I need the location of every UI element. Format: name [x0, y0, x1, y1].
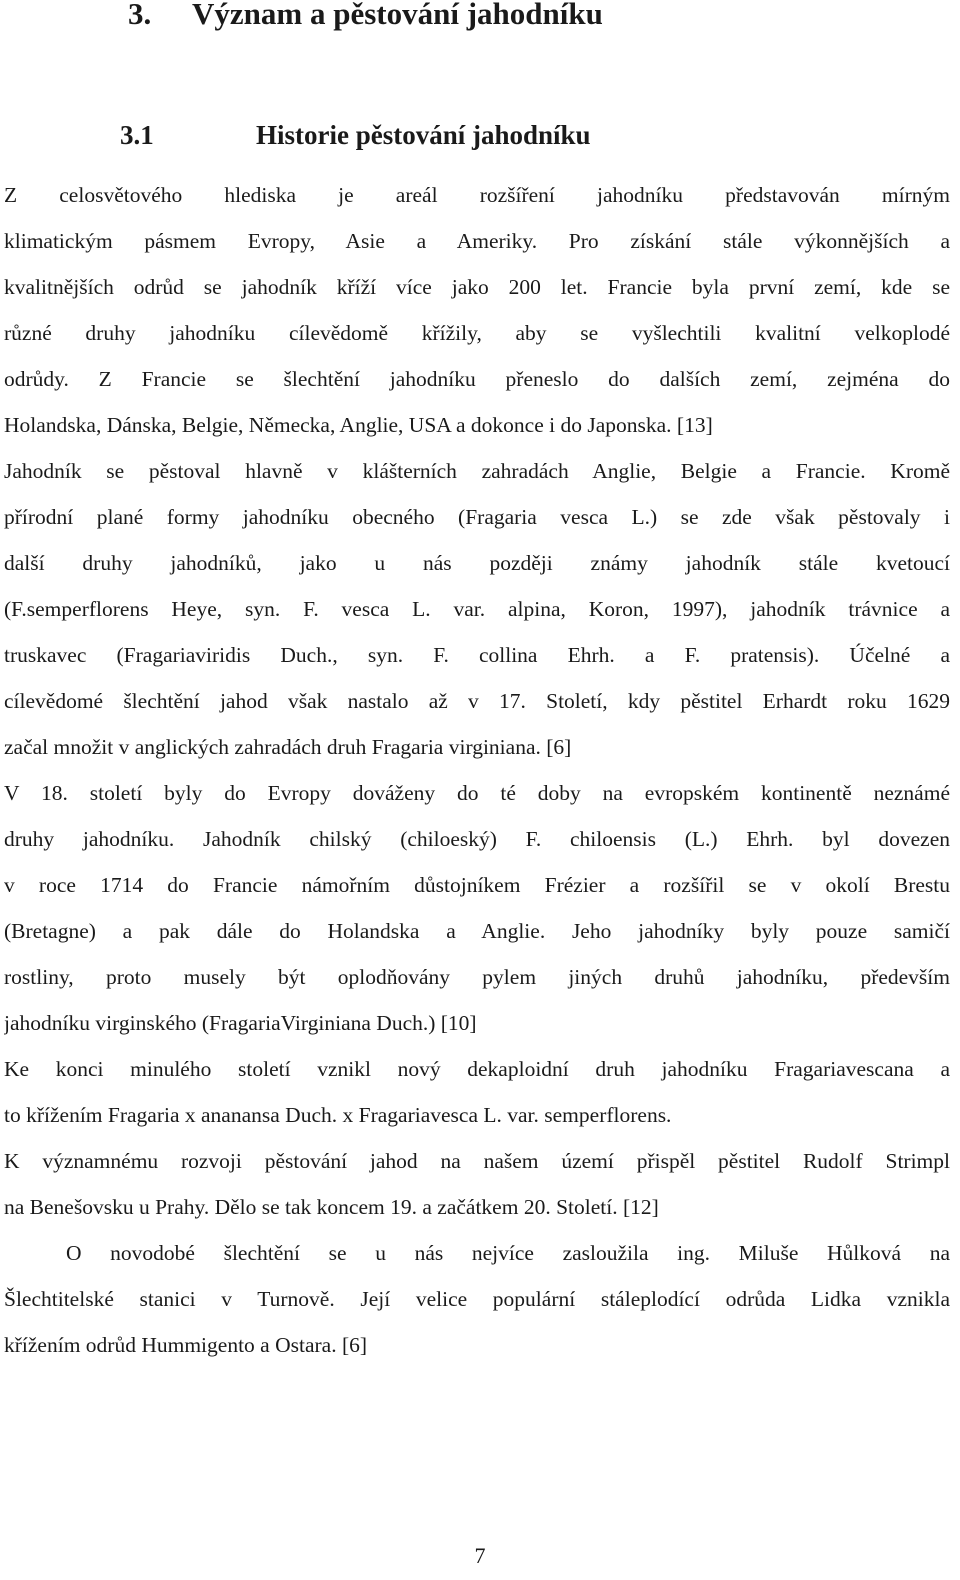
- body-text: [4, 172, 950, 1368]
- text-line: klimatickým pásmem Evropy, Asie a Ameriky. Pro získání stále výkonnějších a: [4, 229, 950, 253]
- text-line: začal množit v anglických zahradách druh Fragaria virginiana. [6]: [4, 735, 572, 759]
- text-line: Šlechtitelské stanici v Turnově. Její velice populární stáleplodící odrůda Lidka vznikla: [4, 1287, 950, 1311]
- text-line: různé druhy jahodníku cílevědomě křížily, aby se vyšlechtili kvalitní velkoplodé: [4, 321, 950, 345]
- text-line: křížením odrůd Hummigento a Ostara. [6]: [4, 1333, 368, 1357]
- text-line: truskavec (Fragariaviridis Duch., syn. F. collina Ehrh. a F. pratensis). Účelné a: [4, 643, 950, 667]
- text-line: v roce 1714 do Francie námořním důstojníkem Frézier a rozšířil se v okolí Brestu: [4, 873, 950, 897]
- text-line: Jahodník se pěstoval hlavně v klášterních zahradách Anglie, Belgie a Francie. Kromě: [4, 459, 950, 483]
- text-line: cílevědomé šlechtění jahod však nastalo až v 17. Století, kdy pěstitel Erhardt roku 1629: [4, 689, 950, 713]
- chapter-heading: [128, 0, 603, 34]
- text-line: odrůdy. Z Francie se šlechtění jahodníku přeneslo do dalších zemí, zejména do: [4, 367, 950, 391]
- section-number: 3.1: [120, 120, 154, 150]
- text-line: K významnému rozvoji pěstování jahod na našem území přispěl pěstitel Rudolf Strimpl: [4, 1149, 950, 1173]
- text-line: (F.semperflorens Heye, syn. F. vesca L. var. alpina, Koron, 1997), jahodník trávnice a: [4, 597, 950, 621]
- text-line: (Bretagne) a pak dále do Holandska a Anglie. Jeho jahodníky byly pouze samičí: [4, 919, 950, 943]
- text-line: Holandska, Dánska, Belgie, Německa, Anglie, USA a dokonce i do Japonska. [13]: [4, 413, 713, 437]
- text-line: jahodníku virginského (FragariaVirginiana Duch.) [10]: [4, 1011, 477, 1035]
- chapter-number: 3.: [128, 0, 152, 31]
- text-line: druhy jahodníku. Jahodník chilský (chiloeský) F. chiloensis (L.) Ehrh. byl dovezen: [4, 827, 950, 851]
- text-line: přírodní plané formy jahodníku obecného (Fragaria vesca L.) se zde však pěstovaly i: [4, 505, 950, 529]
- text-line: další druhy jahodníků, jako u nás později známy jahodník stále kvetoucí: [4, 551, 950, 575]
- chapter-title: Význam a pěstování jahodníku: [192, 0, 603, 31]
- text-line: O novodobé šlechtění se u nás nejvíce zasloužila ing. Miluše Hůlková na: [66, 1241, 950, 1265]
- section-heading: [120, 115, 591, 155]
- text-line: to křížením Fragaria x ananansa Duch. x Fragariavesca L. var. semperflorens.: [4, 1103, 672, 1127]
- text-line: Z celosvětového hlediska je areál rozšíření jahodníku představován mírným: [4, 183, 950, 207]
- text-line: V 18. století byly do Evropy dováženy do té doby na evropském kontinentě neznámé: [4, 781, 950, 805]
- text-line: na Benešovsku u Prahy. Dělo se tak koncem 19. a začátkem 20. Století. [12]: [4, 1195, 659, 1219]
- text-line: kvalitnějších odrůd se jahodník kříží více jako 200 let. Francie byla první zemí, kde se: [4, 275, 950, 299]
- page-number: 7: [474, 1543, 486, 1568]
- text-line: Ke konci minulého století vznikl nový dekaploidní druh jahodníku Fragariavescana a: [4, 1057, 950, 1081]
- text-line: rostliny, proto musely být oplodňovány pylem jiných druhů jahodníku, především: [4, 965, 950, 989]
- section-title: Historie pěstování jahodníku: [256, 120, 591, 150]
